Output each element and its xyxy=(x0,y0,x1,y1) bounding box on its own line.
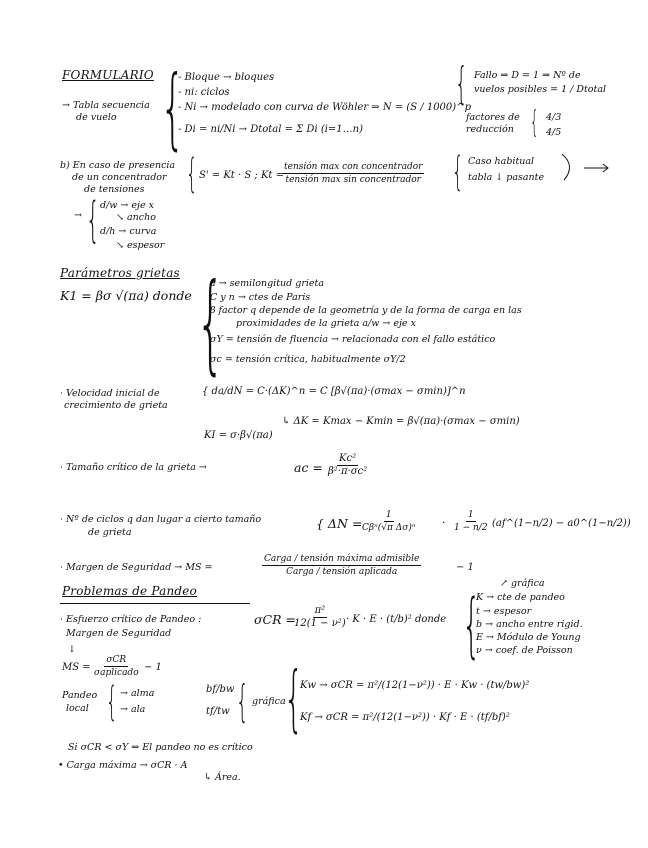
formulario-item: - Di = ni/Ni → Dtotal = Σ Di (i=1…n) xyxy=(178,124,363,135)
ac-denominator: β²·π·σc² xyxy=(328,466,368,477)
margen-label: · Margen de Seguridad → MS = xyxy=(60,562,213,573)
donde-brace: { xyxy=(462,584,481,666)
fallo-brace: { xyxy=(455,58,468,109)
delta-n-denominator: Cβⁿ(√π Δσ)ⁿ xyxy=(362,523,416,533)
kt-fraction xyxy=(282,162,424,185)
ratio-brace: { xyxy=(236,676,249,727)
donde-item: ν → coef. de Poisson xyxy=(476,645,573,656)
ms-pandeo-numerator: σCR xyxy=(106,655,127,665)
ms-pandeo-fraction xyxy=(92,655,141,678)
ac-numerator: Kc² xyxy=(339,453,357,464)
grietas-item: σY = tensión de fluencia → relacionada con el fallo estático xyxy=(210,334,496,345)
kt-formula: S' = Kt · S ; Kt = xyxy=(199,170,284,181)
sigma-cr-denominator: 12(1 − ν²) xyxy=(294,618,346,629)
factores-label: factores de xyxy=(466,112,520,123)
ac-fraction xyxy=(326,454,369,477)
ciclos-label-2: de grieta xyxy=(88,527,132,538)
formulario-brace: { xyxy=(160,56,186,159)
ms-pandeo-tail: − 1 xyxy=(144,662,162,673)
caso-text-2: tabla ↓ pasante xyxy=(468,172,545,183)
donde-item: E → Módulo de Young xyxy=(476,632,581,643)
arrow-mark: → xyxy=(74,210,82,221)
fallo-text: Fallo ⇒ D = 1 ⇒ Nº de xyxy=(474,70,581,81)
delta-n-fraction xyxy=(360,510,418,533)
velocidad-formula: { da/dN = C·(ΔK)^n = C [β√(πa)·(σmax − σmin)]^n xyxy=(202,386,466,397)
caso-brace: { xyxy=(452,149,464,195)
grietas-item: proximidades de la grieta a/w → eje x xyxy=(236,318,416,329)
sigma-cr-numerator: π² xyxy=(314,605,326,616)
delta-n-denominator-2: 1 − n/2 xyxy=(454,523,488,533)
factores-brace: { xyxy=(530,105,539,140)
dw-text: d/w → eje x xyxy=(100,200,154,211)
donde-item: ↗ gráfica xyxy=(500,578,545,589)
kw-formula: Kw → σCR = π²/(12(1−ν²)) · E · Kw · (tw/bw)² xyxy=(300,680,530,691)
dh-text: d/h → curva xyxy=(100,226,157,237)
ciclos-label: · Nº de ciclos q dan lugar a cierto tamaño xyxy=(60,514,262,525)
grietas-title: Parámetros grietas xyxy=(60,266,180,280)
sigma-cr-tail: · K · E · (t/b)² donde xyxy=(346,614,447,625)
tabla-label-2: de vuelo xyxy=(76,112,117,123)
pandeo-local-label-2: local xyxy=(66,703,89,714)
delta-n-numerator: 1 xyxy=(385,510,392,520)
local-brace: { xyxy=(106,679,118,725)
pandeo-rule xyxy=(60,603,250,604)
delta-n-lhs: { ΔN = xyxy=(316,516,363,531)
grietas-item: a → semilongitud grieta xyxy=(210,278,325,289)
concentrador-label-2: de un concentrador xyxy=(72,172,167,183)
dw-brace: { xyxy=(86,192,100,248)
tamano-label: · Tamaño crítico de la grieta → xyxy=(60,462,207,473)
pandeo-local-label: Pandeo xyxy=(62,690,98,701)
ms-fraction xyxy=(262,554,421,577)
velocidad-label: · Velocidad inicial de xyxy=(60,388,160,399)
ms-pandeo-denominator: σaplicado xyxy=(94,668,139,678)
ms-pandeo-lhs: MS = xyxy=(62,662,91,673)
velocidad-label-2: crecimiento de grieta xyxy=(64,400,168,411)
grietas-formula: K1 = βσ √(πa) donde xyxy=(60,288,192,303)
grietas-item: β factor q depende de la geometría y de la forma de carga en las xyxy=(210,305,522,316)
tabla-label: → Tabla secuencia xyxy=(62,100,150,111)
k-brace: { xyxy=(284,656,304,740)
donde-item: b → ancho entre rigid. xyxy=(476,619,583,630)
formulario-item: - Ni → modelado con curva de Wöhler ⇒ N = (S / 1000)^p xyxy=(178,102,471,113)
sigma-cr-fraction xyxy=(292,606,348,629)
dh-text-2: ↘ espesor xyxy=(116,240,165,251)
ms-tail: − 1 xyxy=(456,562,474,573)
alma-text: → alma xyxy=(120,688,155,699)
grafica-text: gráfica xyxy=(252,696,286,707)
ms-numerator: Carga / tensión máxima admisible xyxy=(264,554,420,564)
pandeo-title: Problemas de Pandeo xyxy=(62,584,197,598)
fallo-text-2: vuelos posibles = 1 / Dtotal xyxy=(474,84,607,95)
dw-text-2: ↘ ancho xyxy=(116,212,156,223)
kf-formula: Kf → σCR = π²/(12(1−ν²)) · Kf · E · (tf/bf)² xyxy=(300,712,510,723)
kt-numerator: tensión max con concentrador xyxy=(284,162,423,172)
caso-arrow xyxy=(560,150,620,190)
delta-n-tail: (af^(1−n/2) − a0^(1−n/2)) xyxy=(492,518,631,529)
kt-denominator: tensión max sin concentrador xyxy=(285,175,421,185)
concentrador-brace: { xyxy=(186,151,198,197)
concentrador-label: b) En caso de presencia xyxy=(60,160,176,171)
formulario-title: FORMULARIO xyxy=(62,68,154,82)
delta-n-numerator-2: 1 xyxy=(467,510,474,520)
factor-value: 4/5 xyxy=(546,127,562,138)
factor-value: 4/3 xyxy=(546,112,562,123)
sigma-cr-lhs: σCR = xyxy=(254,612,296,627)
ac-lhs: ac = xyxy=(294,460,323,475)
factores-label-2: reducción xyxy=(466,124,514,135)
ratio-bf-bw: bf/bw xyxy=(206,684,235,695)
delta-n-dot: · xyxy=(442,518,446,529)
esfuerzo-label: · Esfuerzo crítico de Pandeo : xyxy=(60,614,202,625)
si-text: Si σCR < σY ⇒ El pandeo no es crítico xyxy=(68,742,253,753)
carga-text-2: ↳ Área. xyxy=(204,772,241,783)
grietas-item: C y n → ctes de Paris xyxy=(210,292,311,303)
donde-item: K → cte de pandeo xyxy=(476,592,565,603)
ms-denominator: Carga / tensión aplicada xyxy=(286,567,398,577)
caso-text: Caso habitual xyxy=(468,156,535,167)
grietas-item: σc = tensión crítica, habitualmente σY/2 xyxy=(210,354,406,365)
ala-text: → ala xyxy=(120,704,146,715)
margen-label-2: Margen de Seguridad xyxy=(66,628,172,639)
carga-text: • Carga máxima → σCR · A xyxy=(58,760,188,771)
formulario-item: - ni: ciclos xyxy=(178,87,230,98)
ratio-tf-tw: tf/tw xyxy=(206,706,230,717)
down-arrow: ↓ xyxy=(68,644,76,655)
concentrador-label-3: de tensiones xyxy=(84,184,145,195)
ki-formula: KI = σ·β√(πa) xyxy=(204,430,273,441)
donde-item: t → espesor xyxy=(476,606,532,617)
formulario-item: - Bloque → bloques xyxy=(178,72,275,83)
delta-n-fraction-2 xyxy=(452,510,490,533)
grietas-brace: { xyxy=(196,261,225,386)
delta-k-formula: ↳ ΔK = Kmax − Kmin = β√(πa)·(σmax − σmin) xyxy=(282,416,520,427)
